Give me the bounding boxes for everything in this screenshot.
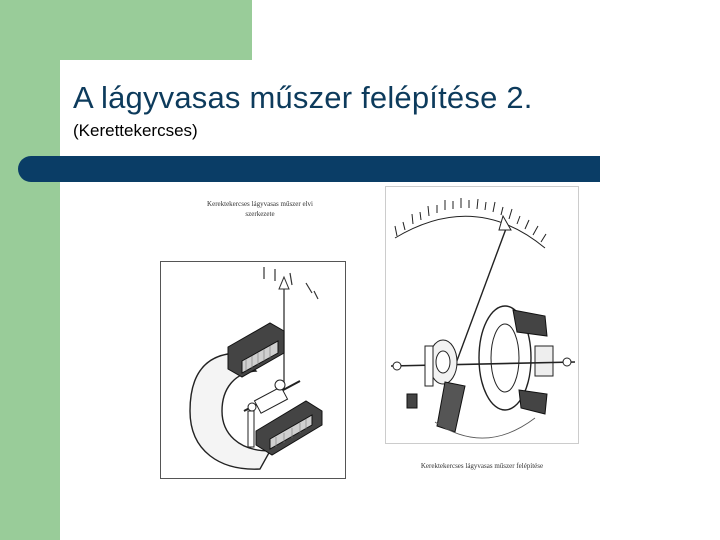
slide-subtitle: (Kerettekercses) bbox=[73, 121, 198, 140]
left-instrument-diagram bbox=[160, 261, 346, 479]
title-divider-bar bbox=[18, 156, 600, 182]
right-figure-caption: Kerektekercses lágyvasas műszer felépítése bbox=[420, 462, 544, 470]
slide-title: A lágyvasas műszer felépítése 2. bbox=[73, 80, 533, 115]
left-figure-caption-line1: Kerektekercses lágyvasas műszer elvi bbox=[207, 200, 313, 208]
left-green-band bbox=[0, 0, 60, 540]
top-green-band bbox=[60, 0, 252, 60]
right-instrument-diagram bbox=[385, 186, 579, 444]
left-figure-caption-line2: szerkezete bbox=[245, 210, 275, 218]
